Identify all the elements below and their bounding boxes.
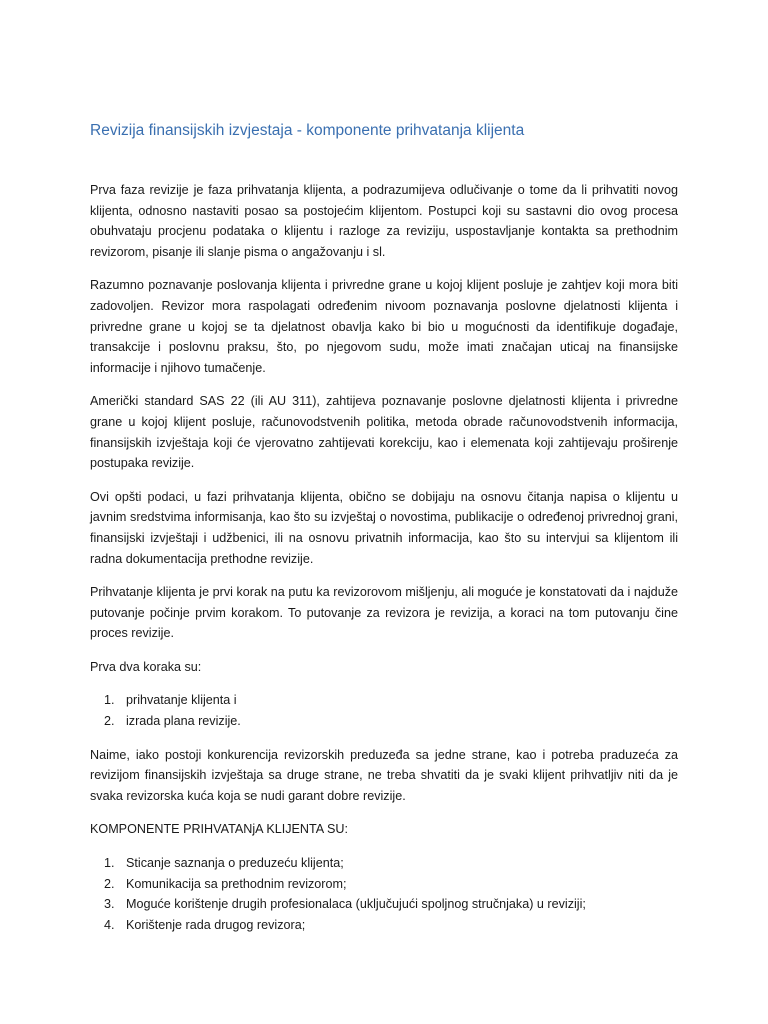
- steps-intro: Prva dva koraka su:: [90, 659, 202, 674]
- components-list: [90, 853, 678, 935]
- list-item: 4. Korištenje rada drugog revizora;: [118, 915, 678, 936]
- paragraph-2: Razumno poznavanje poslovanja klijenta i privredne grane u kojoj klijent posluje je zahtjev koji mora biti zadovoljen. Revizor mora raspolagati određenim nivoom poznavanja poslovne djelatnosti klijenta i privredne grane u kojoj se ta djelatnost obavlja kako bi bio u mogućnosti da identifikuje događaje, transakcije i poslovnu praksu, što, po njegovom sudu, može imati značajan uticaj na finansijske informacije i njihovo tumačenje.: [90, 278, 678, 375]
- document-page: [90, 122, 678, 948]
- paragraph-4: Ovi opšti podaci, u fazi prihvatanja klijenta, obično se dobijaju na osnovu čitanja napisa o klijentu u javnim sredstvima informisanja, kao što su izvještaj o novostima, publikacije o određenoj privrednoj grani, finansijski izvještaji i udžbenici, ili na osnovu privatnih informacija, kao što su intervjui sa klijentom ili radna dokumentacija prethodne revizije.: [90, 489, 678, 566]
- components-heading: KOMPONENTE PRIHVATANjA KLIJENTA SU:: [90, 822, 348, 837]
- list-item: 1. prihvatanje klijenta i: [118, 690, 678, 711]
- paragraph-after-steps: Naime, iako postoji konkurencija revizorskih preduzeđa sa jedne strane, kao i potreba praduzeća za revizijom finansijskih izvještaja sa druge strane, ne treba shvatiti da je svaki klijent prihvatljiv niti da je svaka revizorska kuća koja se nudi garant dobre revizije.: [90, 747, 678, 803]
- paragraph-3: Američki standard SAS 22 (ili AU 311), zahtijeva poznavanje poslovne djelatnosti klijenta i privredne grane u kojoj klijent posluje, računovodstvenih politika, metoda obrade računovodstvenih informacija, finansijskih izvještaja koji će vjerovatno zahtijevati korekciju, kao i elemenata koji zahtijevaju proširenje postupaka revizije.: [90, 394, 678, 471]
- list-item: 3. Moguće korištenje drugih profesionalaca (uključujući spoljnog stručnjaka) u reviziji;: [118, 894, 678, 915]
- list-item: 2. Komunikacija sa prethodnim revizorom;: [118, 874, 678, 895]
- paragraph-5: Prihvatanje klijenta je prvi korak na putu ka revizorovom mišljenju, ali moguće je konstatovati da i najduže putovanje počinje prvim korakom. To putovanje za revizora je revizija, a koraci na tom putovanju čine proces revizije.: [90, 585, 678, 641]
- list-item: 1. Sticanje saznanja o preduzeću klijenta;: [118, 853, 678, 874]
- document-title: Revizija finansijskih izvjestaja - komponente prihvatanja klijenta: [90, 122, 525, 139]
- steps-list: [90, 690, 678, 731]
- list-item: 2. izrada plana revizije.: [118, 711, 678, 732]
- paragraph-1: Prva faza revizije je faza prihvatanja klijenta, a podrazumijeva odlučivanje o tome da li prihvatiti novog klijenta, odnosno nastaviti posao sa postojećim klijentom. Postupci koji su sastavni dio ovog procesa obuhvataju procjenu podataka o klijentu i razloge za reviziju, uspostavljanje kontakta sa prethodnim revizorom, pisanje ili slanje pisma o angažovanju i sl.: [90, 183, 678, 259]
